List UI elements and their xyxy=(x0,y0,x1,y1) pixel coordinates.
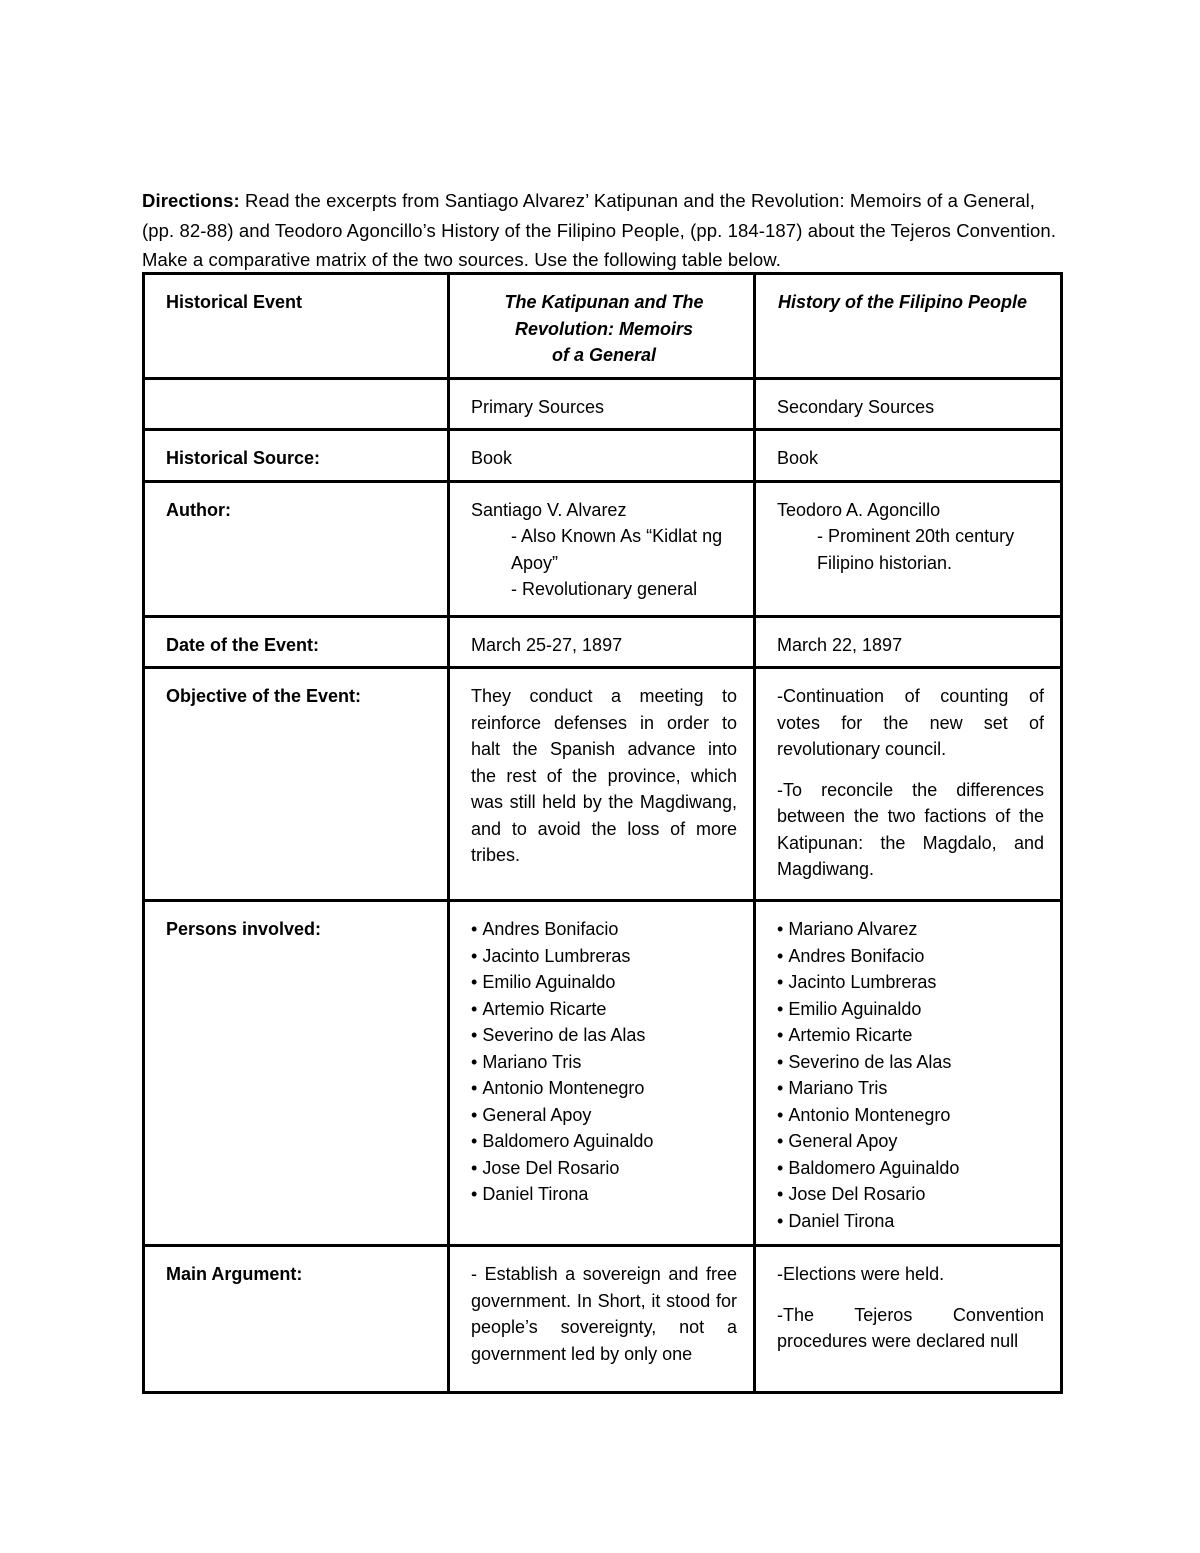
argument-secondary-paragraph-2: -The Tejeros Convention procedures were declared null xyxy=(777,1304,1044,1351)
directions-paragraph xyxy=(142,186,1060,275)
header-historical-event: Historical Event xyxy=(144,274,449,379)
list-item: • Daniel Tirona xyxy=(777,1208,1044,1235)
table-row-header xyxy=(144,274,1062,379)
author-primary xyxy=(449,481,755,616)
author-label: Author: xyxy=(144,481,449,616)
table-row-source-type xyxy=(144,378,1062,430)
list-item: • Jacinto Lumbreras xyxy=(777,969,1044,996)
list-item: • Andres Bonifacio xyxy=(777,943,1044,970)
objective-secondary xyxy=(755,668,1062,901)
list-item: • Artemio Ricarte xyxy=(777,1022,1044,1049)
persons-secondary-list xyxy=(777,916,1044,1234)
date-primary: March 25-27, 1897 xyxy=(449,616,755,668)
author-secondary-name: Teodoro A. Agoncillo xyxy=(777,499,941,520)
table-row-persons xyxy=(144,901,1062,1246)
source-type-label xyxy=(144,378,449,430)
table-row-historical-source xyxy=(144,430,1062,482)
list-item: • Severino de las Alas xyxy=(777,1049,1044,1076)
persons-label: Persons involved: xyxy=(144,901,449,1246)
header-secondary-book-title: History of the Filipino People xyxy=(755,274,1062,379)
list-item: • Mariano Tris xyxy=(471,1049,737,1076)
header-primary-title-line-1: The Katipunan and The xyxy=(504,292,704,312)
directions-label: Directions: xyxy=(142,190,240,211)
argument-primary: - Establish a sovereign and free government. In Short, it stood for people’s sovereignty, not a government led by only one xyxy=(449,1246,755,1393)
list-item: • Jacinto Lumbreras xyxy=(471,943,737,970)
list-item: • Baldomero Aguinaldo xyxy=(471,1128,737,1155)
author-primary-note-2: - Revolutionary general xyxy=(511,579,698,599)
argument-secondary xyxy=(755,1246,1062,1393)
persons-secondary xyxy=(755,901,1062,1246)
list-item: • Severino de las Alas xyxy=(471,1022,737,1049)
table-row-date xyxy=(144,616,1062,668)
source-type-secondary: Secondary Sources xyxy=(755,378,1062,430)
author-primary-note-1: - Also Known As “Kidlat ng Apoy” xyxy=(511,526,723,573)
persons-primary xyxy=(449,901,755,1246)
table-row-author xyxy=(144,481,1062,616)
list-item: • Jose Del Rosario xyxy=(777,1181,1044,1208)
table-row-main-argument xyxy=(144,1246,1062,1393)
objective-secondary-paragraph-1: -Continuation of counting of votes for the new set of revolutionary council. xyxy=(777,686,1044,759)
list-item: • Daniel Tirona xyxy=(471,1181,737,1208)
list-item: • Antonio Montenegro xyxy=(471,1075,737,1102)
comparative-matrix-table xyxy=(142,272,1063,1394)
date-secondary: March 22, 1897 xyxy=(755,616,1062,668)
header-primary-title-line-2: Revolution: Memoirs xyxy=(514,318,693,339)
list-item: • Artemio Ricarte xyxy=(471,996,737,1023)
persons-primary-list xyxy=(471,916,737,1208)
date-label: Date of the Event: xyxy=(144,616,449,668)
historical-source-secondary: Book xyxy=(755,430,1062,482)
header-primary-title-line-3: of a General xyxy=(551,345,657,365)
historical-source-primary: Book xyxy=(449,430,755,482)
list-item: • General Apoy xyxy=(777,1128,1044,1155)
list-item: • General Apoy xyxy=(471,1102,737,1129)
historical-source-label: Historical Source: xyxy=(144,430,449,482)
list-item: • Andres Bonifacio xyxy=(471,916,737,943)
list-item: • Antonio Montenegro xyxy=(777,1102,1044,1129)
author-secondary xyxy=(755,481,1062,616)
list-item: • Mariano Alvarez xyxy=(777,916,1044,943)
author-secondary-note-1: - Prominent 20th century Filipino historian. xyxy=(817,526,1015,573)
source-type-primary: Primary Sources xyxy=(449,378,755,430)
author-primary-name: Santiago V. Alvarez xyxy=(471,499,627,520)
argument-label: Main Argument: xyxy=(144,1246,449,1393)
list-item: • Baldomero Aguinaldo xyxy=(777,1155,1044,1182)
argument-secondary-paragraph-1: -Elections were held. xyxy=(777,1264,945,1284)
list-item: • Emilio Aguinaldo xyxy=(471,969,737,996)
objective-secondary-paragraph-2: -To reconcile the differences between the two factions of the Katipunan: the Magdalo, and Magdiwang. xyxy=(777,779,1044,879)
list-item: • Jose Del Rosario xyxy=(471,1155,737,1182)
objective-label: Objective of the Event: xyxy=(144,668,449,901)
table-row-objective xyxy=(144,668,1062,901)
header-primary-book-title xyxy=(449,274,755,379)
list-item: • Mariano Tris xyxy=(777,1075,1044,1102)
objective-primary: They conduct a meeting to reinforce defenses in order to halt the Spanish advance into the rest of the province, which was still held by the Magdiwang, and to avoid the loss of more tribes. xyxy=(449,668,755,901)
list-item: • Emilio Aguinaldo xyxy=(777,996,1044,1023)
directions-text: Read the excerpts from Santiago Alvarez’ Katipunan and the Revolution: Memoirs of a General, (pp. 82-88) and Teodoro Agoncillo’s History of the Filipino People, (pp. 184-187) about the Tejeros Convention. Make a comparative matrix of the two sources. Use the following table below. xyxy=(142,190,1057,270)
